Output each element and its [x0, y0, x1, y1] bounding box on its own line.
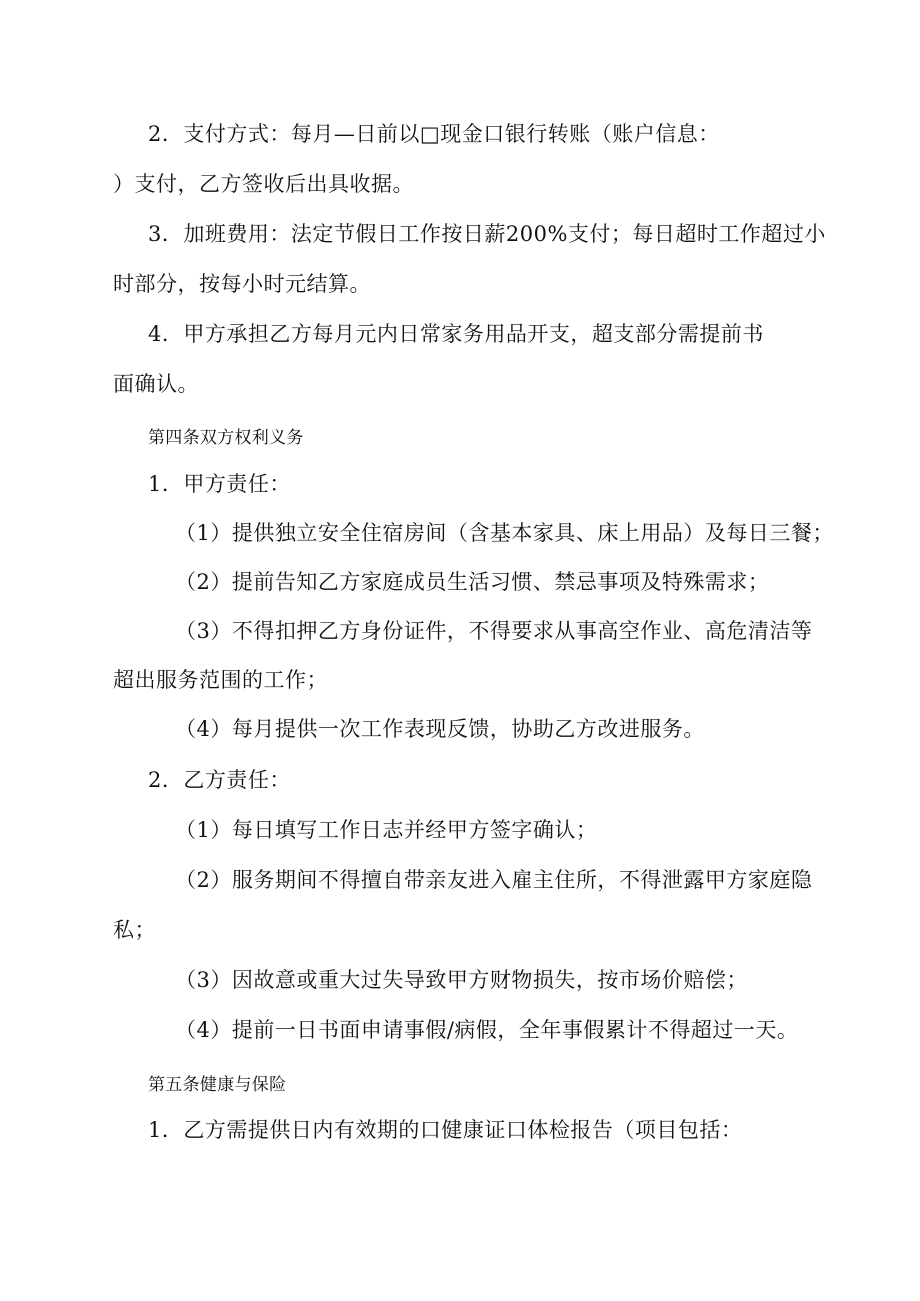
clause-3-4-household-expenses: 4．甲方承担乙方每月元内日常家务用品开支，超支部分需提前书	[148, 322, 764, 346]
clause-3-3-continuation: 时部分，按每小时元结算。	[113, 272, 371, 296]
article-5-heading: 第五条健康与保险	[148, 1075, 287, 1095]
party-a-item-4: （4）每月提供一次工作表现反馈，协助乙方改进服务。	[175, 717, 705, 741]
clause-3-2-continuation: ）支付，乙方签收后出具收据。	[113, 172, 414, 196]
party-a-item-2: （2）提前告知乙方家庭成员生活习惯、禁忌事项及特殊需求；	[175, 570, 770, 594]
party-b-responsibilities-heading: 2．乙方责任：	[148, 768, 291, 792]
party-a-item-1: （1）提供独立安全住宿房间（含基本家具、床上用品）及每日三餐；	[175, 521, 834, 545]
party-b-item-2-continuation: 私；	[113, 918, 156, 942]
clause-3-2-payment-method: 2．支付方式：每月—日前以□现金口银行转账（账户信息：	[148, 122, 720, 146]
party-a-item-3-continuation: 超出服务范围的工作；	[113, 668, 328, 692]
clause-5-1-health-certificate: 1．乙方需提供日内有效期的口健康证口体检报告（项目包括：	[148, 1118, 743, 1142]
party-b-item-2: （2）服务期间不得擅自带亲友进入雇主住所，不得泄露甲方家庭隐	[175, 868, 813, 892]
party-b-item-3: （3）因故意或重大过失导致甲方财物损失，按市场价赔偿；	[175, 968, 748, 992]
article-4-heading: 第四条双方权利义务	[148, 428, 304, 448]
party-b-item-4: （4）提前一日书面申请事假/病假，全年事假累计不得超过一天。	[175, 1018, 799, 1042]
party-b-item-1: （1）每日填写工作日志并经甲方签字确认；	[175, 818, 598, 842]
clause-3-3-overtime: 3．加班费用：法定节假日工作按日薪200%支付；每日超时工作超过小	[148, 222, 826, 246]
party-a-responsibilities-heading: 1．甲方责任：	[148, 472, 291, 496]
clause-3-4-continuation: 面确认。	[113, 372, 199, 396]
party-a-item-3: （3）不得扣押乙方身份证件，不得要求从事高空作业、高危清洁等	[175, 619, 813, 643]
